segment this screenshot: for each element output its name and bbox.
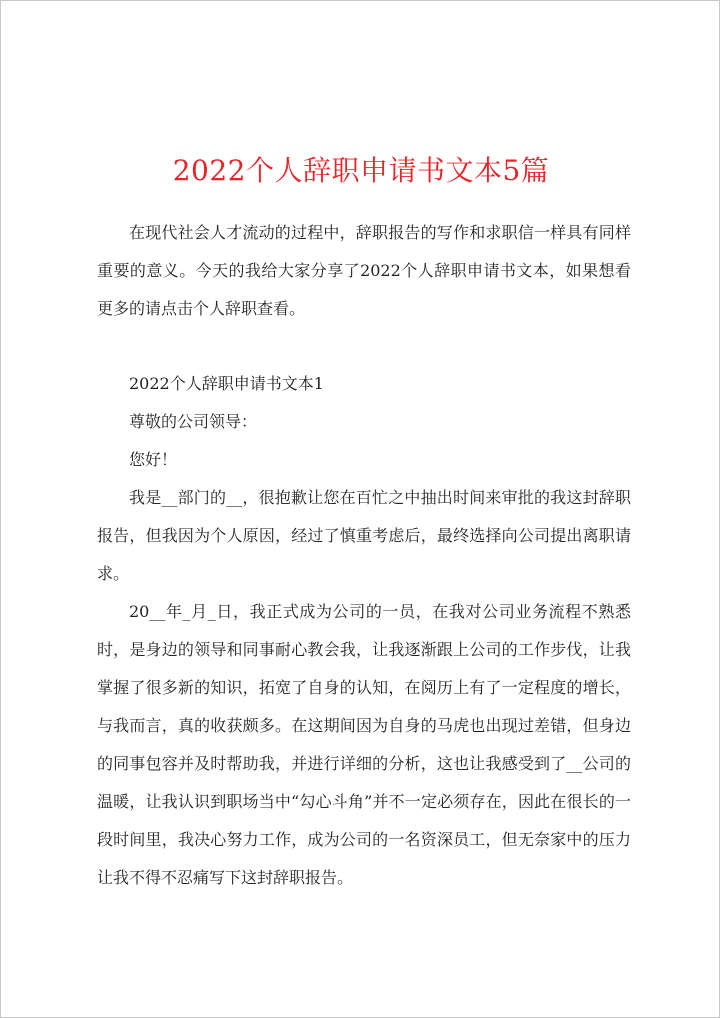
body-paragraph-1: 我是__部门的__，很抱歉让您在百忙之中抽出时间来审批的我这封辞职报告，但我因为个人原因，经过了慎重考虑后，最终选择向公司提出离职请求。 bbox=[97, 488, 631, 583]
document-title: 2022个人辞职申请书文本5篇 bbox=[172, 154, 550, 187]
intro-paragraph: 在现代社会人才流动的过程中，辞职报告的写作和求职信一样具有同样重要的意义。今天的我给大家分享了2022个人辞职申请书文本，如果想看更多的请点击个人辞职查看。 bbox=[97, 223, 631, 318]
section-heading: 2022个人辞职申请书文本1 bbox=[129, 374, 324, 393]
body-paragraph-2: 20__年_月_日，我正式成为公司的一员，在我对公司业务流程不熟悉时，是身边的领导和同事耐心教会我，让我逐渐跟上公司的工作步伐，让我掌握了很多新的知识，拓宽了自身的认知，在阅历上有了一定程度的增长，与我而言，真的收获颇多。在这期间因为自身的马虎也出现过差错，但身边的同事包容并及时帮助我，并进行详细的分析，这也让我感受到了__公司的温暖，让我认识到职场当中“勾心斗角”并不一定必须存在，因此在很长的一段时间里，我决心努力工作，成为公司的一名资深员工，但无奈家中的压力让我不得不忍痛写下这封辞职报告。 bbox=[97, 602, 631, 887]
salutation: 尊敬的公司领导： bbox=[129, 412, 258, 431]
greeting: 您好！ bbox=[129, 450, 178, 469]
